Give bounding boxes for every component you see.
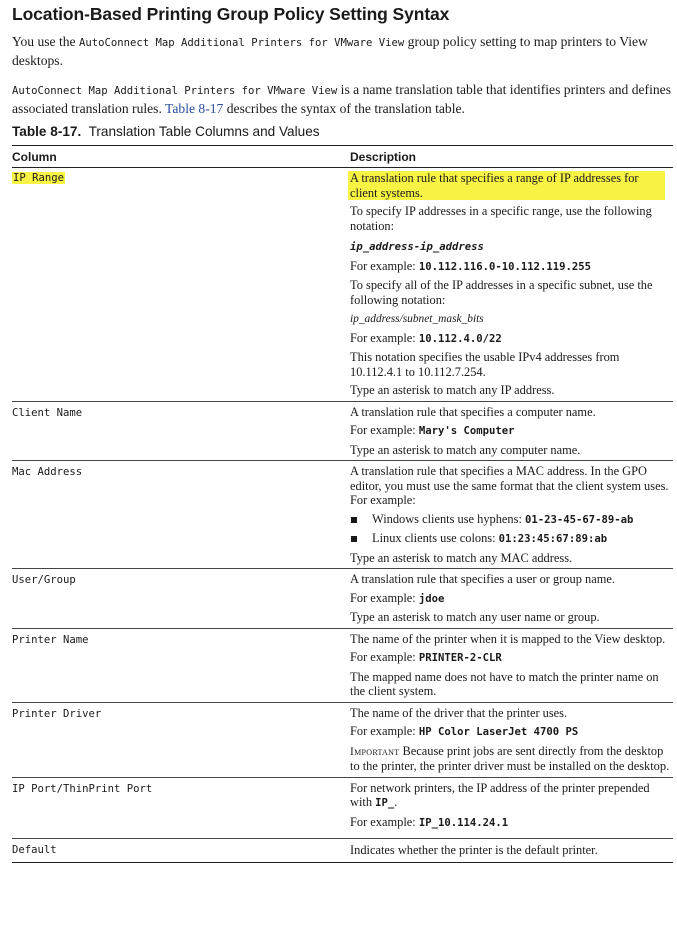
table-row xyxy=(12,777,673,839)
row-column-name: Default xyxy=(12,844,57,856)
intro-paragraph-1 xyxy=(12,33,674,69)
document-page xyxy=(12,0,674,863)
row-description: The name of the driver that the printer uses. For example: HP Color LaserJet 4700 PS Important Because print jobs are sent directly from the desktop to the printer, the printer driver must be installed on the desktop. xyxy=(350,705,670,773)
table-row xyxy=(12,461,673,569)
important-label: Important xyxy=(350,745,400,758)
header-column: Column xyxy=(12,149,57,164)
row-description: A translation rule that specifies a range of IP addresses for client systems. To specify IP addresses in a specific range, use the following notation: ip_address-ip_address For example: 10.112.116.0-10.112.119.255 To specify all of the IP addresses in a specific subnet, use the following notation: ip_address/subnet_mask_bits For example: 10.112.4.0/22 This notation specifies the usable IPv4 addresses from 10.112.4.1 to 10.112.7.254. Type an asterisk to match any IP address. xyxy=(350,168,673,402)
table-row xyxy=(12,168,673,402)
intro2-code: AutoConnect Map Additional Printers for VMware View xyxy=(12,85,338,97)
row-column-name: IP Port/ThinPrint Port xyxy=(12,782,153,795)
bullet-item: Linux clients use colons: 01:23:45:67:89:ab xyxy=(350,531,671,547)
intro1-code: AutoConnect Map Additional Printers for VMware View xyxy=(78,37,405,49)
table-reference-link[interactable]: Table 8-17 xyxy=(165,101,224,116)
caption-text: Translation Table Columns and Values xyxy=(88,124,320,139)
row-column-name: Mac Address xyxy=(12,466,83,478)
header-description: Description xyxy=(350,149,417,164)
intro1-text: You use the xyxy=(12,34,79,49)
table-row xyxy=(12,569,673,629)
translation-table xyxy=(12,145,673,863)
row-column-name: Printer Name xyxy=(12,633,89,646)
intro2-text: is a name translation table that identifies printers and defines associated translation rules. xyxy=(12,82,671,116)
row-description: The name of the printer when it is mapped to the View desktop. For example: PRINTER-2-CLR The mapped name does not have to match the printer name on the client system. xyxy=(350,631,666,698)
intro1-text-end: group policy setting to map printers to View desktops. xyxy=(12,34,648,68)
intro-paragraph-2 xyxy=(12,81,674,117)
intro2-text-end: describes the syntax of the translation table. xyxy=(223,101,465,116)
table-header-row xyxy=(12,146,673,168)
row-description: A translation rule that specifies a MAC address. In the GPO editor, you must use the same format that the client system uses. For example: Windows clients use hyphens: 01-23-45-67-89-ab Linux clients use colons: 01:23:45:67:89:ab Type an asterisk to match any MAC address. xyxy=(350,461,673,569)
row-column-name: User/Group xyxy=(12,574,76,586)
row-description: A translation rule that specifies a computer name. For example: Mary's Computer Type an asterisk to match any computer name. xyxy=(350,404,596,457)
table-row xyxy=(12,702,673,777)
row-column-name: Client Name xyxy=(12,406,83,419)
table-row xyxy=(12,628,673,702)
caption-label: Table 8-17. xyxy=(12,124,82,139)
page-heading: Location-Based Printing Group Policy Setting Syntax xyxy=(12,4,450,24)
row-description: Indicates whether the printer is the default printer. xyxy=(350,843,598,857)
row-description: For network printers, the IP address of the printer prepended with IP_. For example: IP_10.114.24.1 xyxy=(350,780,650,829)
row-column-name: IP Range xyxy=(13,172,65,184)
table-caption xyxy=(12,124,674,139)
bullet-item: Windows clients use hyphens: 01-23-45-67-89-ab xyxy=(350,512,671,528)
row-column-name: Printer Driver xyxy=(12,707,102,720)
row-description: A translation rule that specifies a user or group name. For example: jdoe Type an asterisk to match any user name or group. xyxy=(350,572,615,624)
table-row xyxy=(12,401,673,461)
table-row xyxy=(12,839,673,863)
